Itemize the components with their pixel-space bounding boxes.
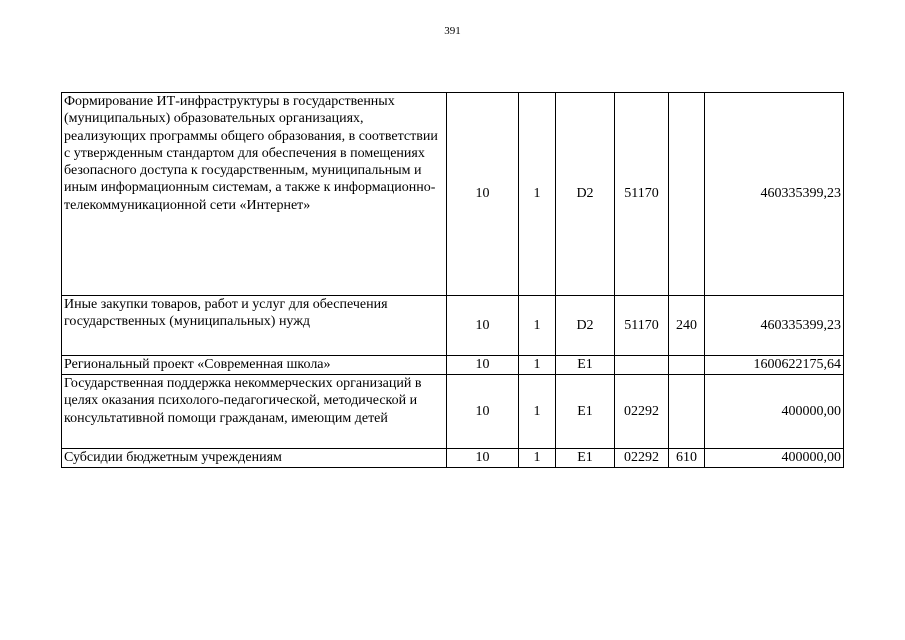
amount-cell: 1600622175,64: [705, 356, 844, 375]
table-row: [62, 375, 844, 449]
table-row: [62, 93, 844, 296]
program-cell: D2: [556, 93, 615, 296]
expense-type-cell: [669, 356, 705, 375]
budget-table: [61, 92, 844, 468]
expense-type-cell: [669, 375, 705, 449]
direction-cell: 02292: [615, 375, 669, 449]
section-cell: 10: [447, 93, 519, 296]
amount-cell: 460335399,23: [705, 296, 844, 356]
page-number: 391: [444, 25, 461, 37]
program-cell: D2: [556, 296, 615, 356]
amount-cell: 460335399,23: [705, 93, 844, 296]
section-cell: 10: [447, 375, 519, 449]
table-row: [62, 449, 844, 468]
row-name-cell: Субсидии бюджетным учреждениям: [62, 449, 447, 468]
table-row: [62, 356, 844, 375]
expense-type-cell: 610: [669, 449, 705, 468]
direction-cell: 51170: [615, 296, 669, 356]
subsection-cell: 1: [519, 93, 556, 296]
amount-cell: 400000,00: [705, 375, 844, 449]
table-row: [62, 296, 844, 356]
direction-cell: 51170: [615, 93, 669, 296]
section-cell: 10: [447, 296, 519, 356]
subsection-cell: 1: [519, 449, 556, 468]
subsection-cell: 1: [519, 356, 556, 375]
section-cell: 10: [447, 356, 519, 375]
direction-cell: [615, 356, 669, 375]
row-name-cell: Формирование ИТ-инфраструктуры в государственных (муниципальных) образовательных организациях, реализующих программы общего образования, в соответствии с утвержденным стандартом для обеспечения в помещениях безопасного доступа к государственным, муниципальным и иным информационным системам, а также к информационно-телекоммуникационной сети «Интернет»: [62, 93, 447, 296]
program-cell: E1: [556, 449, 615, 468]
row-name-cell: Иные закупки товаров, работ и услуг для обеспечения государственных (муниципальных) нужд: [62, 296, 447, 356]
amount-cell: 400000,00: [705, 449, 844, 468]
row-name-cell: Государственная поддержка некоммерческих организаций в целях оказания психолого-педагогической, методической и консультативной помощи гражданам, имеющим детей: [62, 375, 447, 449]
subsection-cell: 1: [519, 296, 556, 356]
section-cell: 10: [447, 449, 519, 468]
program-cell: E1: [556, 356, 615, 375]
program-cell: E1: [556, 375, 615, 449]
expense-type-cell: 240: [669, 296, 705, 356]
direction-cell: 02292: [615, 449, 669, 468]
expense-type-cell: [669, 93, 705, 296]
row-name-cell: Региональный проект «Современная школа»: [62, 356, 447, 375]
subsection-cell: 1: [519, 375, 556, 449]
